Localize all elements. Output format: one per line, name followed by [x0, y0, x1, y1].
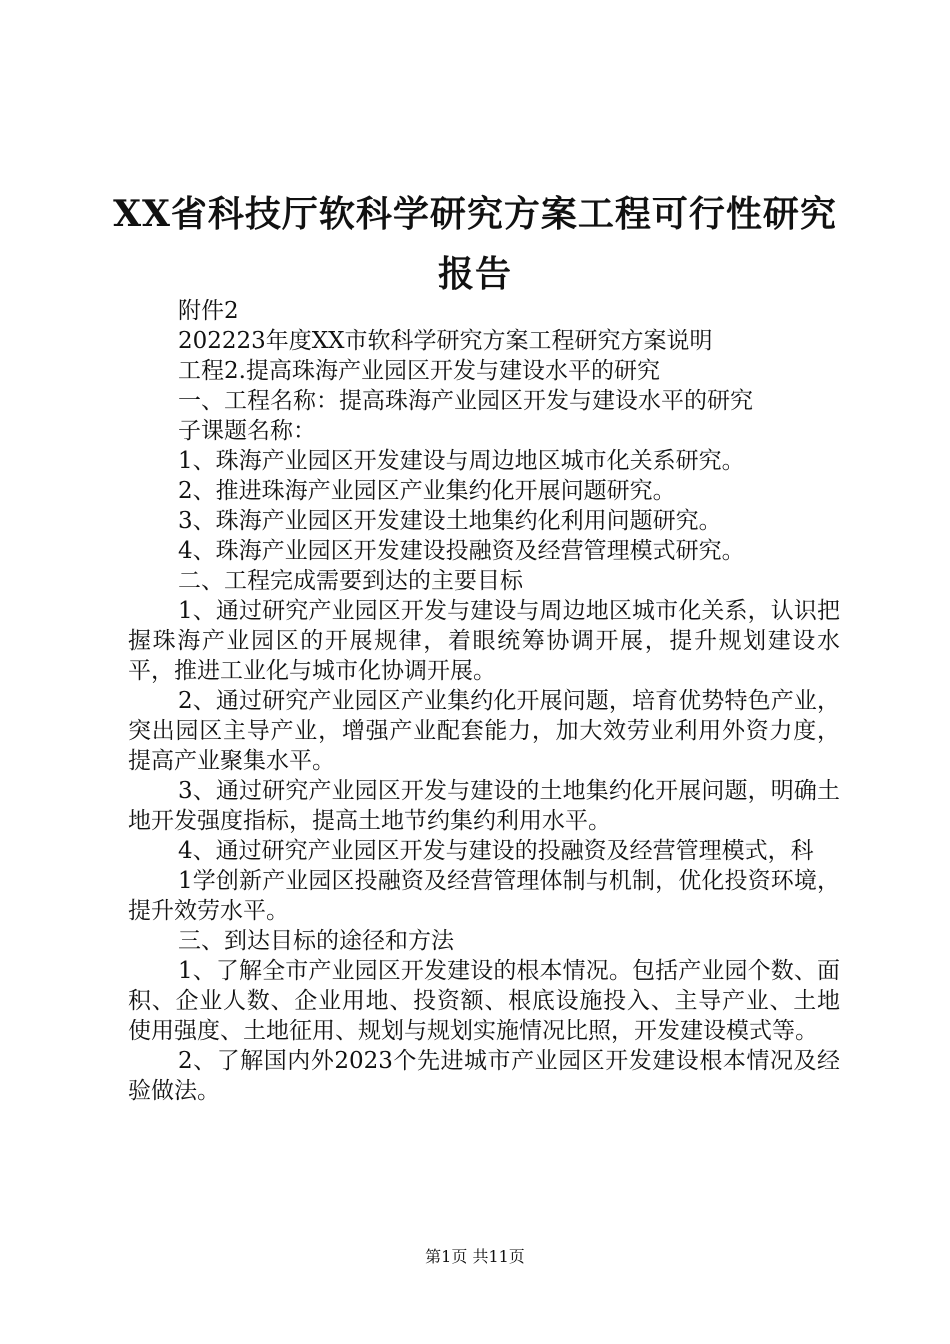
section3-heading: 三、到达目标的途径和方法: [178, 928, 454, 954]
section1-heading: 一、工程名称：提高珠海产业园区开发与建设水平的研究: [178, 388, 753, 414]
document-body: [128, 296, 840, 1106]
goal-paragraph: 3、通过研究产业园区开发与建设的土地集约化开展问题，明确土地开发强度指标，提高土地节约集约利用水平。: [128, 778, 840, 834]
subtopic-item: 3、珠海产业园区开发建设土地集约化利用问题研究。: [178, 508, 722, 534]
goal-paragraph: 1、通过研究产业园区开发与建设与周边地区城市化关系，认识把握珠海产业园区的开展规律，着眼统筹协调开展，提升规划建设水平，推进工业化与城市化协调开展。: [128, 598, 840, 684]
section2-heading: 二、工程完成需要到达的主要目标: [178, 568, 523, 594]
method-paragraph: 2、了解国内外2023个先进城市产业园区开发建设根本情况及经验做法。: [128, 1048, 840, 1104]
document-title-line1: XX省科技厅软科学研究方案工程可行性研究: [113, 193, 837, 235]
attachment-label: 附件2: [178, 298, 239, 324]
goal-paragraph: 1学创新产业园区投融资及经营管理体制与机制，优化投资环境，提升效劳水平。: [128, 868, 840, 924]
goal-paragraph: 2、通过研究产业园区产业集约化开展问题，培育优势特色产业，突出园区主导产业，增强产业配套能力，加大效劳业利用外资力度，提高产业聚集水平。: [128, 688, 840, 774]
subtopic-item: 2、推进珠海产业园区产业集约化开展问题研究。: [178, 478, 676, 504]
goal-paragraph: 4、通过研究产业园区开发与建设的投融资及经营管理模式，科: [178, 838, 814, 864]
project-heading: 工程2.提高珠海产业园区开发与建设水平的研究: [178, 358, 660, 384]
subtopic-label: 子课题名称：: [178, 418, 316, 444]
subtopic-item: 1、珠海产业园区开发建设与周边地区城市化关系研究。: [178, 448, 745, 474]
document-title-line2: 报告: [437, 253, 512, 295]
page-footer: 第1页 共11页: [425, 1247, 525, 1266]
subtopic-item: 4、珠海产业园区开发建设投融资及经营管理模式研究。: [178, 538, 745, 564]
plan-description-heading: 202223年度XX市软科学研究方案工程研究方案说明: [178, 328, 713, 354]
method-paragraph: 1、了解全市产业园区开发建设的根本情况。包括产业园个数、面积、企业人数、企业用地、投资额、根底设施投入、主导产业、土地使用强度、土地征用、规划与规划实施情况比照，开发建设模式等。: [128, 958, 840, 1044]
